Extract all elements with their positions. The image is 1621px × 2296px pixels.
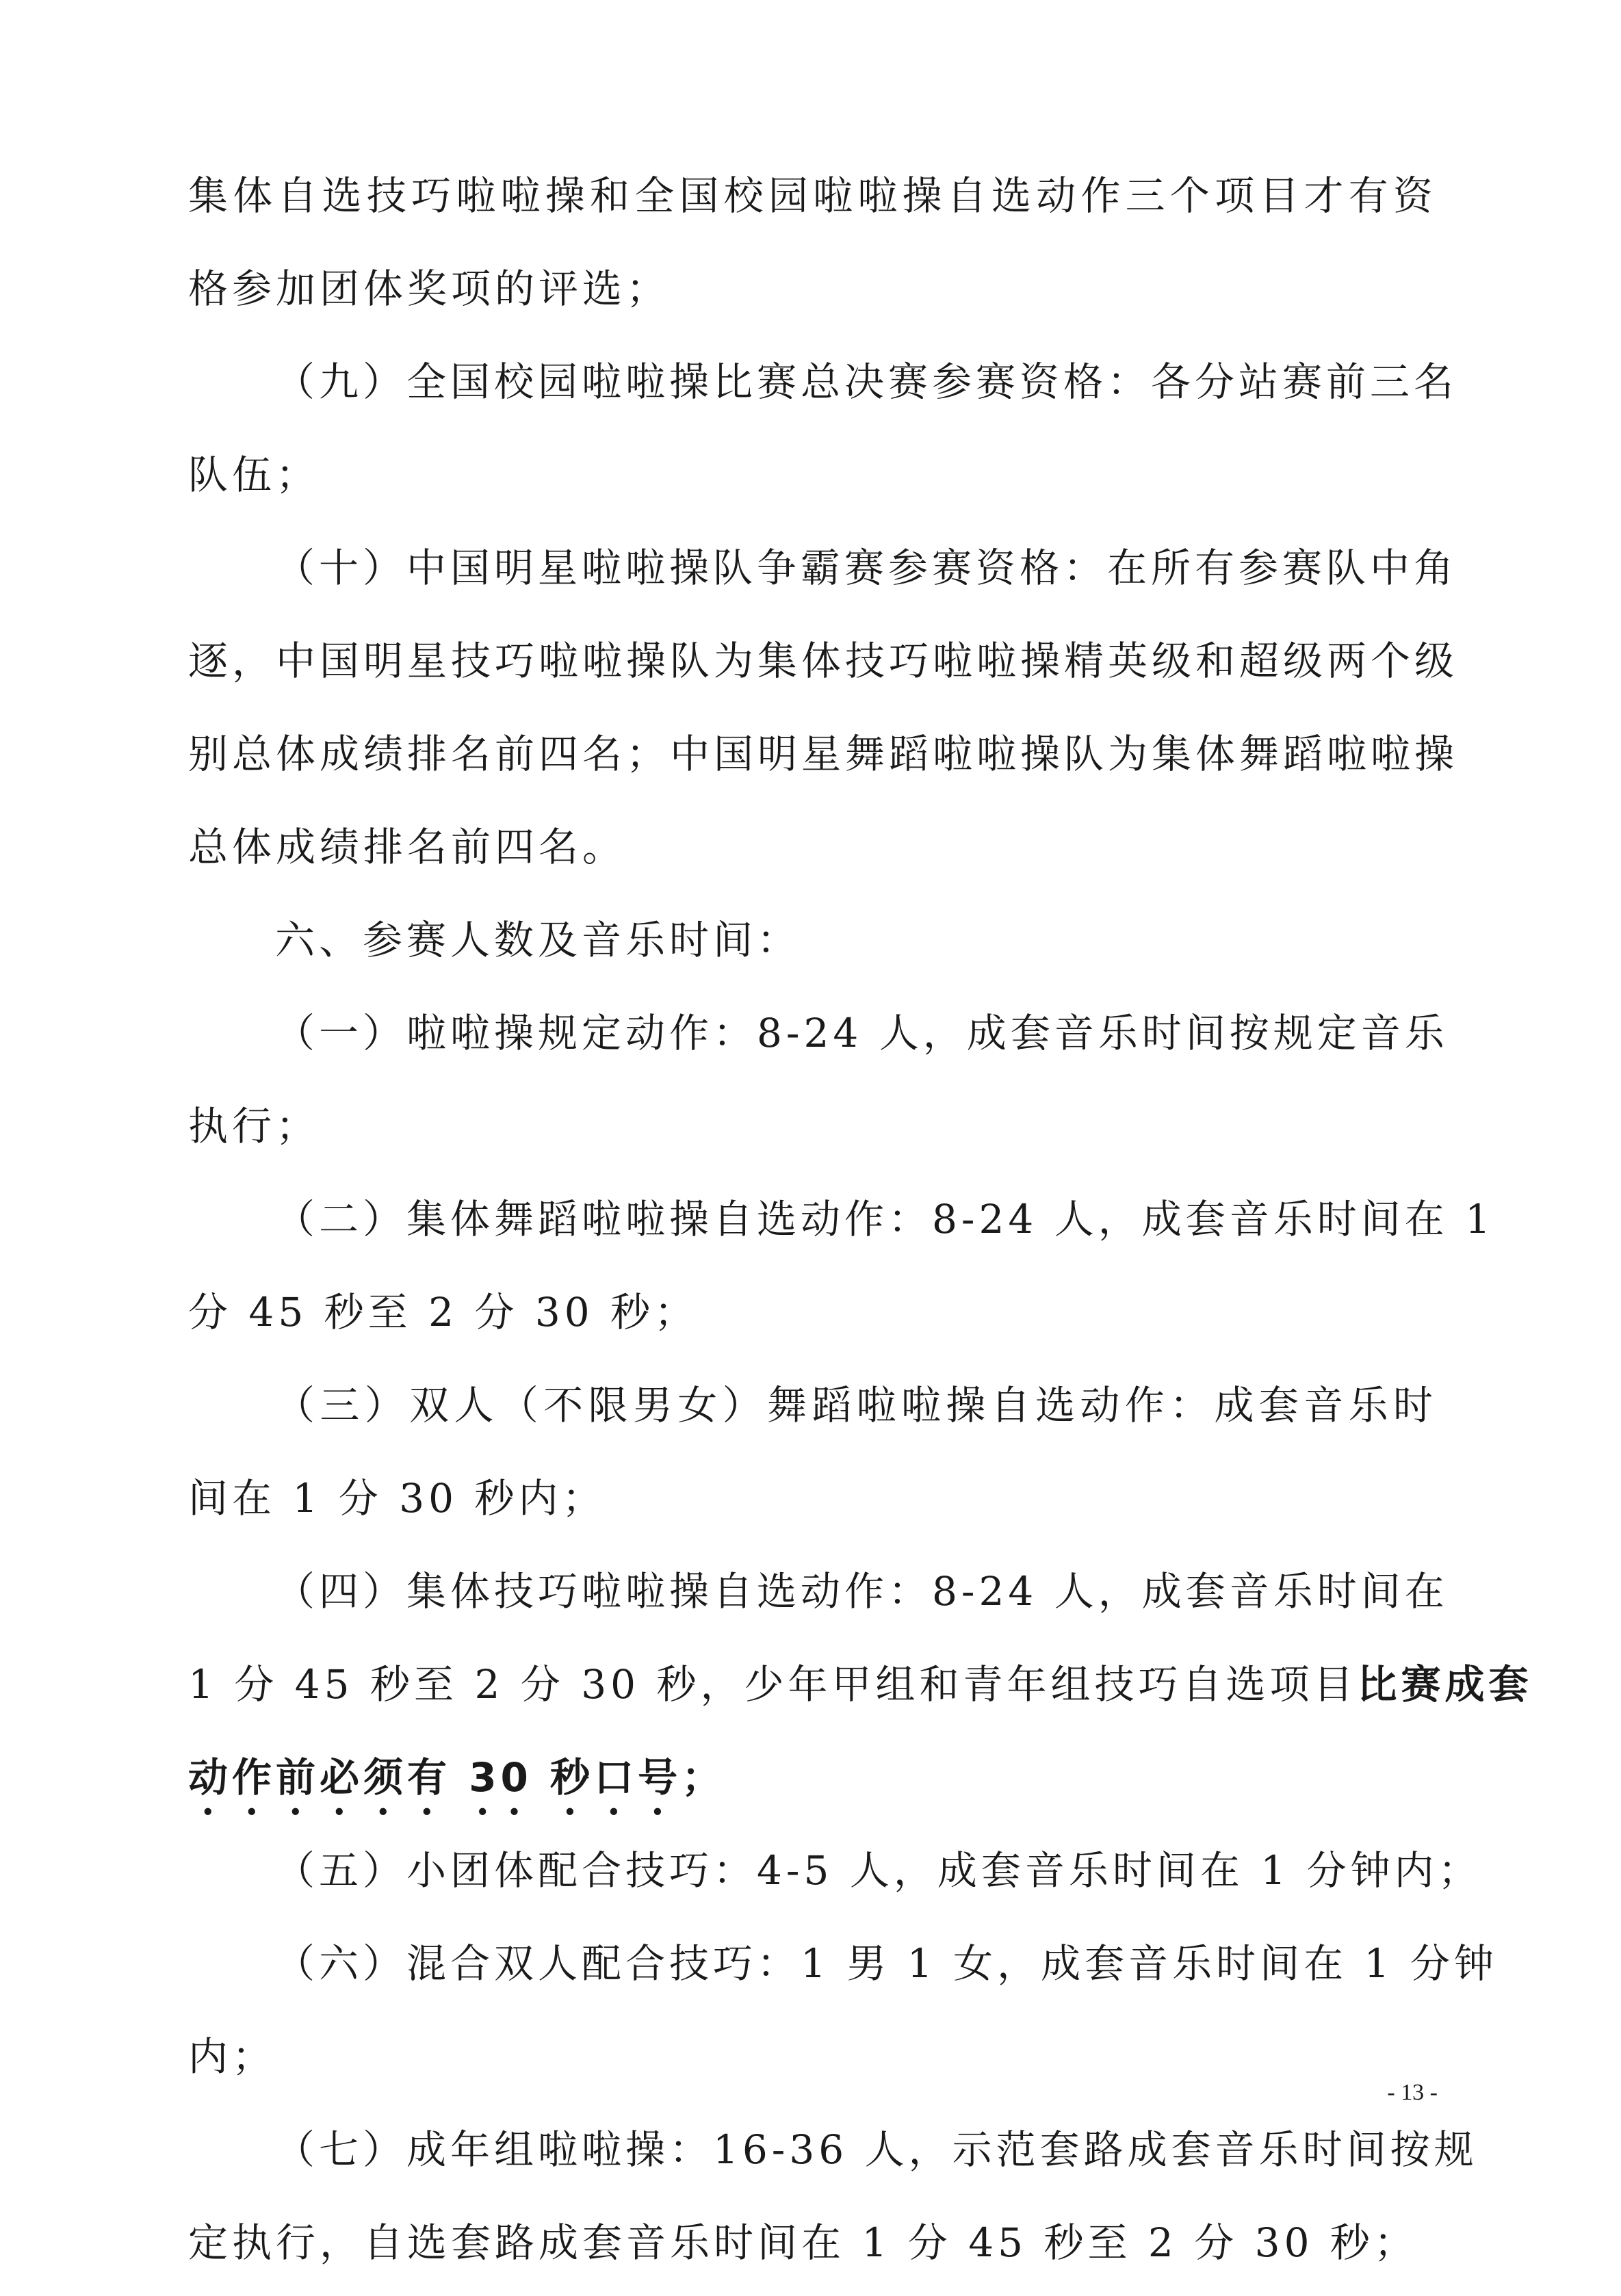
paragraph-line: （三）双人（不限男女）舞蹈啦啦操自选动作：成套音乐时 xyxy=(275,1382,1437,1429)
paragraph-line: 执行； xyxy=(188,1103,320,1149)
paragraph-line: （九）全国校园啦啦操比赛总决赛参赛资格：各分站赛前三名 xyxy=(275,358,1458,405)
paragraph-line: 格参加团体奖项的评选； xyxy=(188,265,671,312)
paragraph-line: （六）混合双人配合技巧：1 男 1 女，成套音乐时间在 1 分钟 xyxy=(275,1940,1498,1987)
paragraph-line: 定执行，自选套路成套音乐时间在 1 分 45 秒至 2 分 30 秒； xyxy=(188,2219,1418,2266)
paragraph-line: （一）啦啦操规定动作：8-24 人，成套音乐时间按规定音乐 xyxy=(275,1010,1449,1056)
paragraph-line: 间在 1 分 30 秒内； xyxy=(188,1475,606,1522)
page-number: - 13 - xyxy=(1387,2080,1438,2105)
paragraph-line: 总体成绩排名前四名。 xyxy=(188,824,627,870)
paragraph-line: 分 45 秒至 2 分 30 秒； xyxy=(188,1289,699,1335)
paragraph-line: 逐，中国明星技巧啦啦操队为集体技巧啦啦操精英级和超级两个级 xyxy=(188,638,1459,684)
paragraph-line: （五）小团体配合技巧：4-5 人，成套音乐时间在 1 分钟内； xyxy=(275,1847,1482,1894)
paragraph-line-mixed xyxy=(188,1638,1533,1731)
paragraph-line: 队伍； xyxy=(188,452,320,498)
paragraph-line: 集体自选技巧啦啦操和全国校园啦啦操自选动作三个项目才有资 xyxy=(188,172,1437,219)
paragraph-line: （二）集体舞蹈啦啦操自选动作：8-24 人，成套音乐时间在 1 xyxy=(275,1196,1495,1242)
paragraph-line: （十）中国明星啦啦操队争霸赛参赛资格：在所有参赛队中角 xyxy=(275,545,1458,591)
paragraph-line: 别总体成绩排名前四名；中国明星舞蹈啦啦操队为集体舞蹈啦啦操 xyxy=(188,731,1459,777)
body-text xyxy=(188,149,1533,2289)
paragraph-line: （四）集体技巧啦啦操自选动作：8-24 人，成套音乐时间在 xyxy=(275,1568,1449,1615)
paragraph-line: 内； xyxy=(188,2033,276,2080)
paragraph-line: （七）成年组啦啦操：16-36 人，示范套路成套音乐时间按规 xyxy=(275,2126,1478,2173)
bold-emphasis-line: 动作前必须有 30 秒口号； xyxy=(188,1754,726,1801)
plain-segment: 1 分 45 秒至 2 分 30 秒，少年甲组和青年组技巧自选项目 xyxy=(188,1661,1358,1708)
section-heading: 六、参赛人数及音乐时间： xyxy=(275,917,801,963)
bold-segment: 比赛成套 xyxy=(1357,1661,1533,1708)
